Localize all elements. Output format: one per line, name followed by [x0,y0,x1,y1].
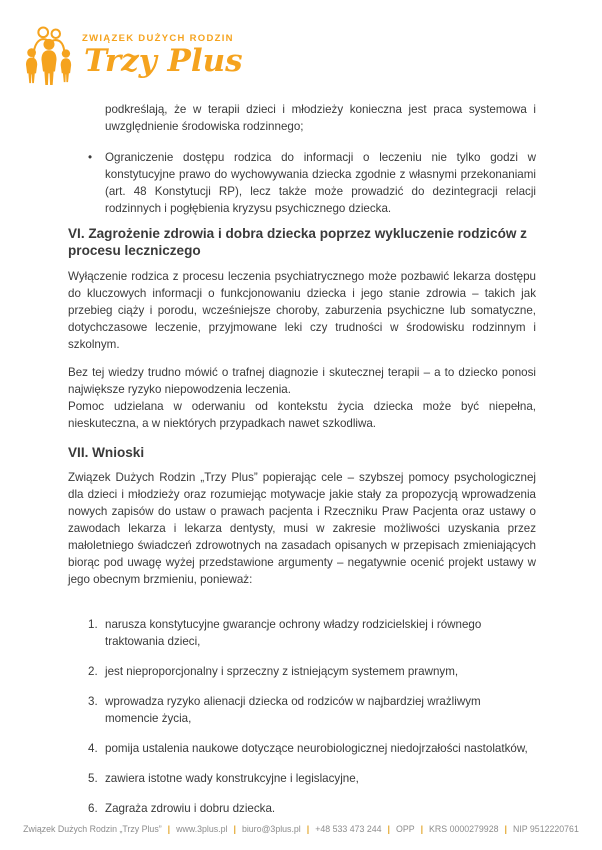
list-item [68,800,536,817]
conclusions-list [68,616,536,817]
bullet-continuation-paragraph: podkreślają, że w terapii dzieci i młodzieży konieczna jest praca systemowa i uwzględnienie środowiska rodzinnego; [105,103,536,133]
footer-opp: OPP [395,824,415,834]
list-item [68,740,536,757]
list-item-text: zawiera istotne wady konstrukcyjne i legislacyjne, [105,772,359,785]
section-vi-paragraph-2a: Bez tej wiedzy trudno mówić o trafnej diagnozie i skutecznej terapii – a to dziecko ponosi największe ryzyko niepowodzenia leczenia. [68,366,536,396]
org-name-line: ZWIĄZEK DUŻYCH RODZIN [82,33,234,44]
section-vi-heading: VI. Zagrożenie zdrowia i dobra dziecka poprzez wykluczenie rodziców z procesu leczniczego [68,226,527,258]
footer-separator: | [233,824,236,834]
footer-website: www.3plus.pl [176,824,228,834]
footer-phone: +48 533 473 244 [315,824,382,834]
footer-email: biuro@3plus.pl [241,824,301,834]
footer-separator: | [306,824,310,834]
bullet-icon: • [88,151,93,164]
section-vii-heading: VII. Wnioski [68,445,145,460]
section-vi-paragraph-2 [68,364,536,432]
brand-name: Trzy Plus [84,43,243,79]
footer-separator: | [420,824,424,834]
section-vi-paragraph-1: Wyłączenie rodzica z procesu leczenia psychiatrycznego może pozbawić lekarza dostępu do kluczowych informacji o funkcjonowaniu dziecka i jego stanie zdrowia – takich jak przebieg ciąży i porodu, wcześniejsze choroby, zaburzenia psychiczne lub somatyczne, dotychczasowe leczenie, przyjmowane leki czy trudności w środowisku rodzinnym i szkolnym. [68,270,536,351]
footer-org-name: Związek Dużych Rodzin „Trzy Plus” [23,824,162,834]
footer-nip: NIP 9512220761 [512,824,579,834]
section-vii-paragraph: Związek Dużych Rodzin „Trzy Plus” popierając cele – szybszej pomocy psychologicznej dla dzieci i młodzieży oraz rozumiejąc motywacje jakie stały za propozycją wprowadzenia nowych zapisów do ustaw o prawach pacjenta i Rzeczniku Praw Pacjenta oraz ustawy o zawodach lekarza i lekarza dentysty, musi w zakresie możliwości uzyskania przez małoletniego świadczeń zdrowotnych na zasadach opisanych w przepisach zmieniających biorąc pod uwagę wyżej przedstawione argumenty – negatywnie ocenić projekt ustawy w jego obecnym brzmieniu, ponieważ: [68,471,536,586]
list-item-number: 2. [88,665,98,678]
footer-separator: | [167,824,171,834]
list-item-number: 4. [88,742,98,755]
logo-text [82,24,243,78]
list-item [68,616,536,650]
list-item-text: wprowadza ryzyko alienacji dziecka od rodziców w najbardziej wrażliwym momencie życia, [105,695,481,725]
list-item-text: Zagraża zdrowiu i dobru dziecka. [105,802,276,815]
list-item-text: pomija ustalenia naukowe dotyczące neurobiologicznej niedojrzałości nastolatków, [105,742,528,755]
footer-separator: | [504,824,507,834]
org-logo [20,24,243,88]
footer-krs: KRS 0000279928 [429,824,499,834]
family-silhouette-icon [20,24,78,88]
list-item-number: 6. [88,802,98,815]
list-item-number: 1. [88,618,98,631]
list-item-number: 3. [88,695,98,708]
bullet-item [68,149,536,217]
footer-contact-line [0,824,602,834]
bullet-item-text: Ograniczenie dostępu rodzica do informacji o leczeniu nie tylko godzi w konstytucyjne prawo do wychowywania dziecka zgodnie z własnymi przekonaniami (art. 48 Konstytucji RP), lecz także może prowadzić do dezintegracji relacji rodzinnych i pogłębienia kryzysu psychicznego dziecka. [105,151,536,215]
list-item [68,693,536,727]
list-item [68,770,536,787]
list-item-text: narusza konstytucyjne gwarancje ochrony władzy rodzicielskiej i równego traktowania dzieci, [105,618,482,648]
footer-separator: | [387,824,390,834]
list-item [68,663,536,680]
section-vi-paragraph-2b: Pomoc udzielana w oderwaniu od kontekstu życia dziecka może być niepełna, nieskuteczna, a w niektórych przypadkach nawet szkodliwa. [68,400,536,430]
document-body [68,101,536,830]
list-item-number: 5. [88,772,98,785]
list-item-text: jest nieproporcjonalny i sprzeczny z istniejącym systemem prawnym, [105,665,459,678]
